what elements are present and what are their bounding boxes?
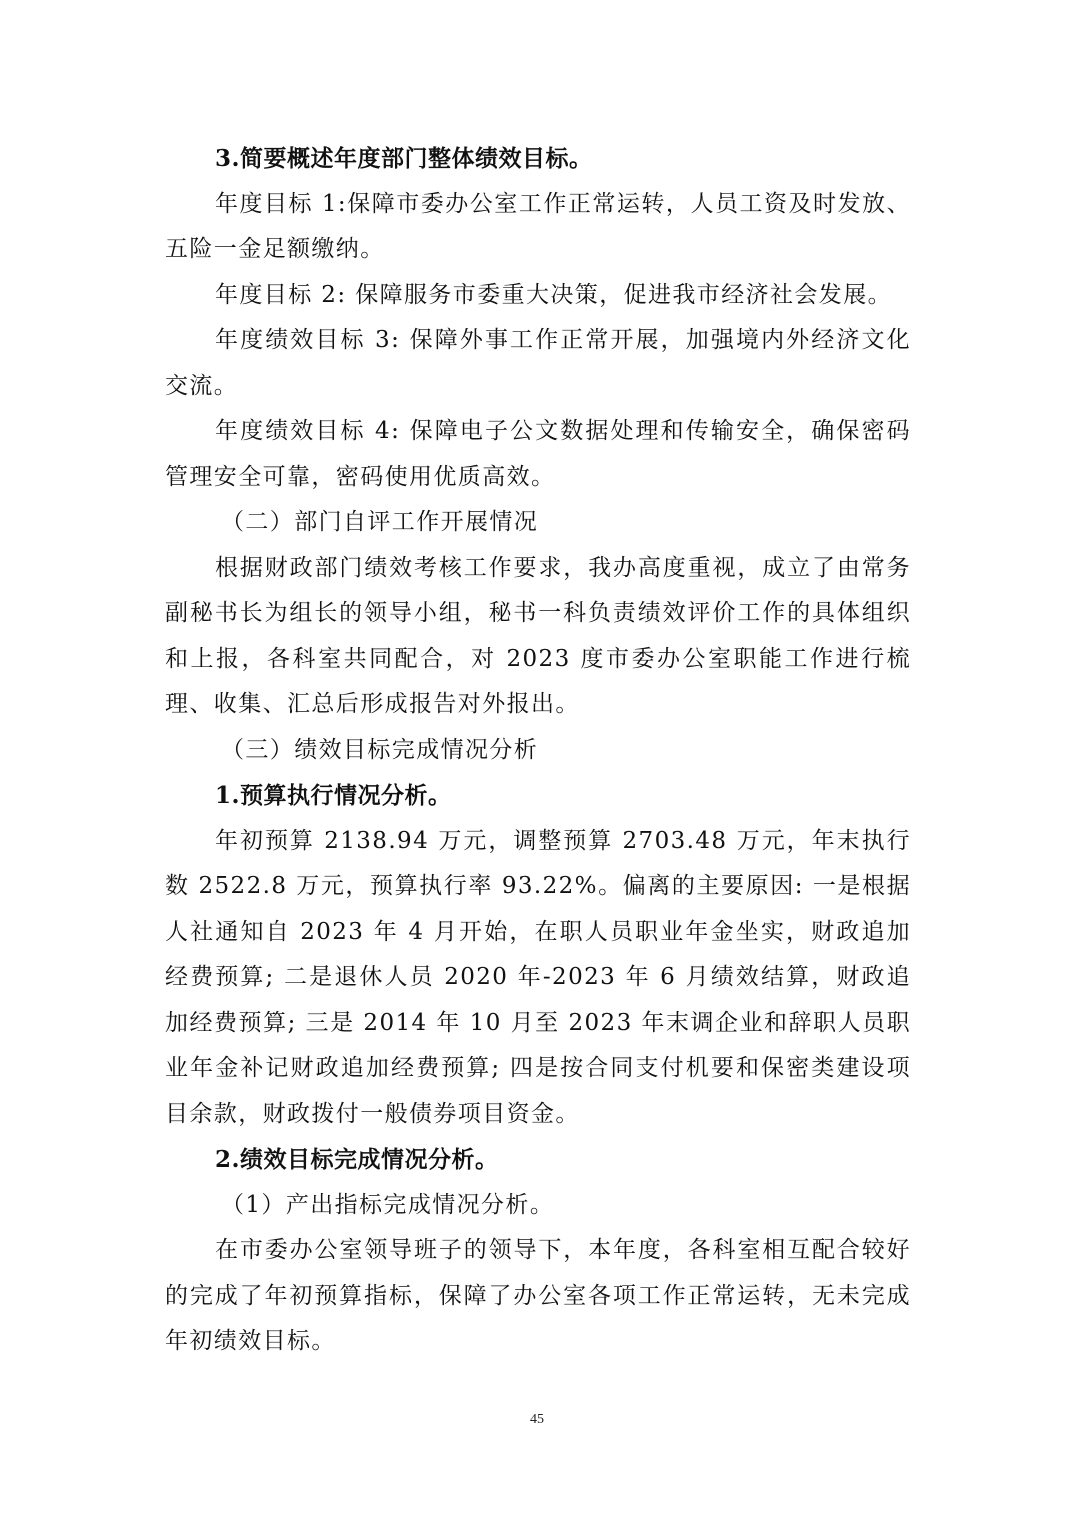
page-number: 45	[530, 1412, 544, 1427]
paragraph-goal-4: 年度绩效目标 4: 保障电子公文数据处理和传输安全，确保密码管理安全可靠，密码使用优质高效。	[165, 418, 911, 490]
subheading-output-indicators: （1）产出指标完成情况分析。	[221, 1191, 555, 1218]
document-body	[165, 136, 911, 1365]
paragraph-goal-2: 年度目标 2: 保障服务市委重大决策，促进我市经济社会发展。	[215, 281, 893, 308]
heading-overall-goals: 3.简要概述年度部门整体绩效目标。	[215, 145, 593, 172]
paragraph-goal-1: 年度目标 1:保障市委办公室工作正常运转，人员工资及时发放、五险一金足额缴纳。	[165, 190, 911, 262]
section-heading-self-evaluation: （二）部门自评工作开展情况	[221, 509, 539, 535]
paragraph-output-indicators: 在市委办公室领导班子的领导下，本年度，各科室相互配合较好的完成了年初预算指标，保障了办公室各项工作正常运转，无未完成年初绩效目标。	[165, 1237, 911, 1354]
section-heading-goal-completion: （三）绩效目标完成情况分析	[221, 736, 539, 763]
paragraph-self-evaluation: 根据财政部门绩效考核工作要求，我办高度重视，成立了由常务副秘书长为组长的领导小组，秘书一科负责绩效评价工作的具体组织和上报，各科室共同配合，对 2023 度市委办公室职能工作进行梳理、收集、汇总后形成报告对外报出。	[165, 554, 911, 717]
heading-performance-goals: 2.绩效目标完成情况分析。	[215, 1146, 499, 1173]
paragraph-budget-execution: 年初预算 2138.94 万元，调整预算 2703.48 万元，年末执行数 2522.8 万元，预算执行率 93.22%。偏离的主要原因: 一是根据人社通知自 2023 年 4 月开始，在职人员职业年金坐实，财政追加经费预算; 二是退休人员 2020 年-2023 年 6 月绩效结算，财政追加经费预算; 三是 2014 年 10 月至 2023 年末调企业和辞职人员职业年金补记财政追加经费预算; 四是按合同支付机要和保密类建设项目余款，财政拨付一般债券项目资金。	[165, 827, 911, 1127]
heading-budget-execution: 1.预算执行情况分析。	[215, 782, 452, 809]
paragraph-goal-3: 年度绩效目标 3: 保障外事工作正常开展，加强境内外经济文化交流。	[165, 327, 911, 399]
